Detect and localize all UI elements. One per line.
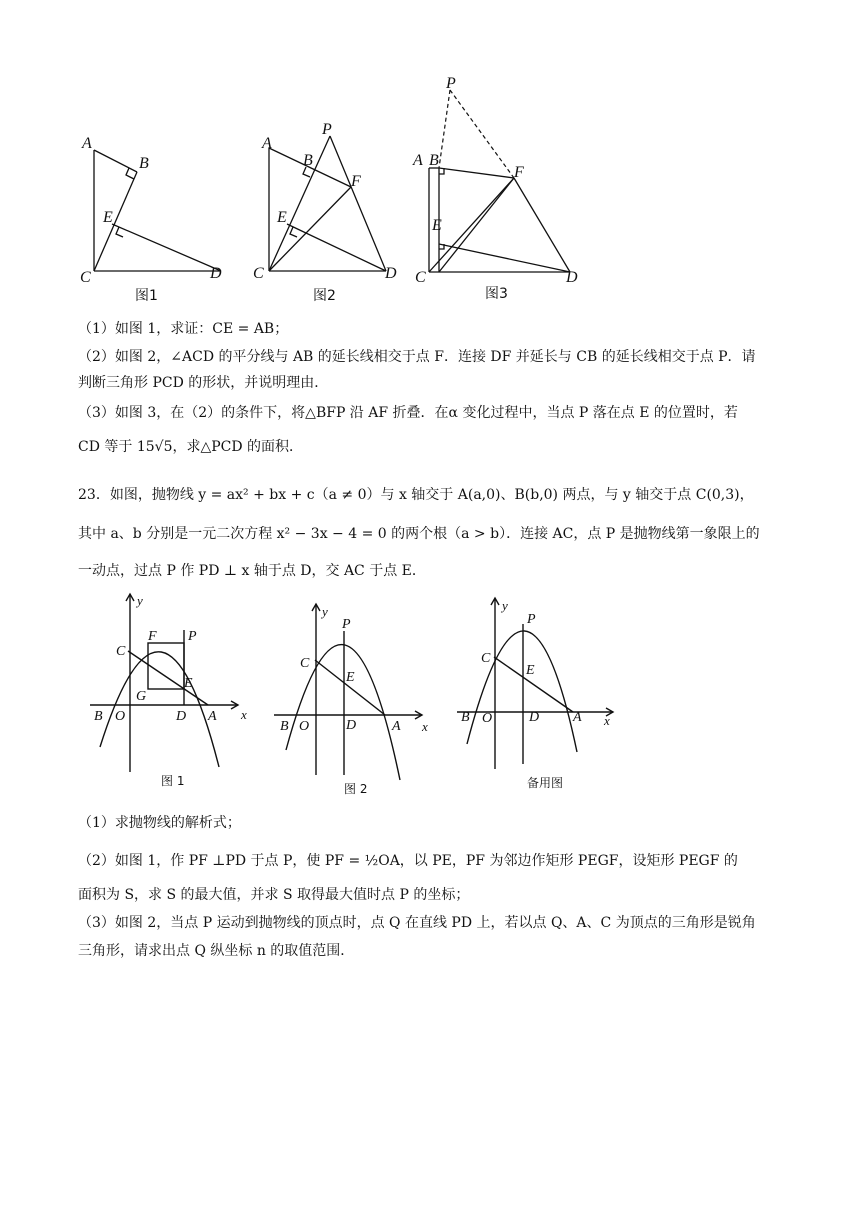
label-D: D [566, 269, 578, 286]
q22-part2-line1: （2）如图 2，∠ACD 的平分线与 AB 的延长线相交于点 F．连接 DF 并延长与 CB 的延长线相交于点 P．请 [78, 349, 756, 365]
label-C: C [415, 269, 426, 286]
label-E: E [526, 663, 535, 678]
figure-caption: 图 1 [161, 774, 185, 788]
figure-3-svg [410, 72, 595, 305]
label-C: C [80, 269, 91, 286]
label-O: O [115, 709, 126, 724]
label-D: D [176, 709, 187, 724]
q23-line3: 一动点，过点 P 作 PD ⊥ x 轴于点 D，交 AC 于点 E． [78, 563, 426, 579]
label-B: B [94, 709, 103, 724]
label-C: C [481, 651, 491, 666]
label-B: B [280, 719, 289, 734]
parabola-figure-1-svg [88, 592, 258, 792]
q22-part1: （1）如图 1，求证：CE = AB； [78, 321, 289, 337]
figure-1 [70, 130, 240, 305]
label-E: E [184, 676, 193, 691]
axis-y-label: y [137, 593, 143, 608]
q22-part2-line2: 判断三角形 PCD 的形状，并说明理由． [78, 375, 329, 391]
parabola-figure-3-svg [455, 594, 625, 794]
q23-part2-line2: 面积为 S，求 S 的最大值，并求 S 取得最大值时点 P 的坐标； [78, 887, 470, 903]
parabola-figure-2 [272, 600, 442, 800]
figure-caption: 图3 [485, 286, 508, 302]
label-P: P [527, 612, 536, 627]
label-A: A [392, 719, 401, 734]
label-O: O [299, 719, 310, 734]
label-D: D [346, 718, 357, 733]
label-D: D [529, 710, 540, 725]
figure-caption: 图2 [313, 288, 336, 304]
q23-part1: （1）求抛物线的解析式； [78, 815, 241, 831]
label-D: D [210, 265, 222, 282]
label-D: D [385, 265, 397, 282]
parabola-figure-3 [455, 594, 625, 794]
parabola-figure-2-svg [272, 600, 442, 800]
label-P: P [446, 75, 456, 92]
label-P: P [188, 629, 197, 644]
q23-part3-line2: 三角形，请求出点 Q 纵坐标 n 的取值范围． [78, 943, 355, 959]
label-E: E [103, 209, 113, 226]
label-B: B [303, 152, 313, 169]
label-E: E [346, 670, 355, 685]
label-C: C [116, 644, 126, 659]
axis-y-label: y [322, 604, 328, 619]
label-F: F [514, 164, 524, 181]
label-B: B [429, 152, 439, 169]
label-O: O [482, 711, 493, 726]
figure-2-svg [250, 118, 410, 305]
label-B: B [461, 710, 470, 725]
figure-2 [250, 118, 410, 305]
axis-y-label: y [502, 598, 508, 613]
figure-3 [410, 72, 595, 305]
figure-caption: 图 2 [344, 782, 368, 796]
q23-part2-line1: （2）如图 1，作 PF ⊥PD 于点 P，使 PF = ½OA，以 PE，PF 为邻边作矩形 PEGF，设矩形 PEGF 的 [78, 853, 738, 869]
label-B: B [139, 155, 149, 172]
label-E: E [432, 217, 442, 234]
label-A: A [82, 135, 92, 152]
axis-x-label: x [604, 713, 610, 728]
q22-part3-line1: （3）如图 3，在（2）的条件下，将△BFP 沿 AF 折叠．在α 变化过程中，当点 P 落在点 E 的位置时，若 [78, 405, 738, 421]
label-A: A [262, 135, 272, 152]
figure-1-svg [70, 130, 240, 305]
figure-caption: 备用图 [527, 776, 564, 790]
axis-x-label: x [422, 719, 428, 734]
label-P: P [322, 121, 332, 138]
label-E: E [277, 209, 287, 226]
label-C: C [253, 265, 264, 282]
label-A: A [413, 152, 423, 169]
label-F: F [351, 173, 361, 190]
parabola-figure-1 [88, 592, 258, 792]
label-C: C [300, 656, 310, 671]
label-G: G [136, 689, 147, 704]
label-A: A [573, 710, 582, 725]
q23-line2: 其中 a、b 分别是一元二次方程 x² − 3x − 4 = 0 的两个根（a > b）．连接 AC，点 P 是抛物线第一象限上的 [78, 526, 760, 542]
q23-line1: 23．如图，抛物线 y = ax² + bx + c（a ≠ 0）与 x 轴交于 A(a,0)、B(b,0) 两点，与 y 轴交于点 C(0,3)， [78, 487, 754, 503]
label-A: A [208, 709, 217, 724]
label-P: P [342, 617, 351, 632]
label-F: F [148, 629, 157, 644]
q23-part3-line1: （3）如图 2，当点 P 运动到抛物线的顶点时，点 Q 在直线 PD 上，若以点 Q、A、C 为顶点的三角形是锐角 [78, 915, 756, 931]
q22-part3-line2: CD 等于 15√5，求△PCD 的面积． [78, 439, 304, 455]
axis-x-label: x [241, 707, 247, 722]
figure-caption: 图1 [135, 288, 158, 304]
